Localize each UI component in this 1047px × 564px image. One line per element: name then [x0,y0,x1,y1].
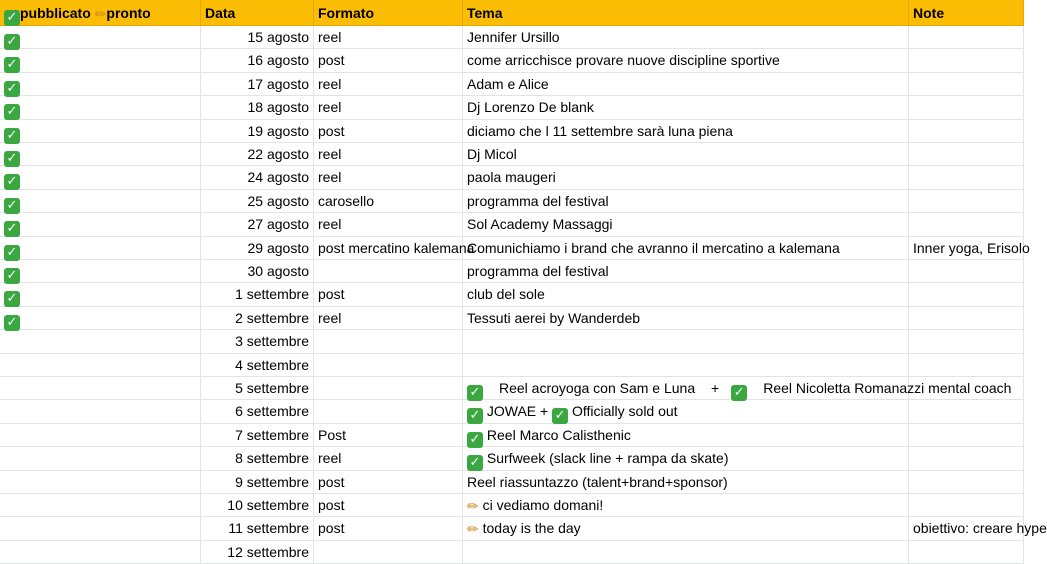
cell-formato[interactable]: post [314,494,463,517]
check-icon: ✓ [467,455,483,471]
cell-data[interactable]: 11 settembre [201,517,314,540]
check-icon: ✓ [467,432,483,448]
cell-note[interactable] [909,494,1024,517]
cell-data[interactable]: 10 settembre [201,494,314,517]
table-row [0,49,1024,72]
table-row [0,424,1024,447]
cell-formato[interactable]: reel [314,73,463,96]
cell-status[interactable] [0,307,201,330]
cell-status[interactable] [0,424,201,447]
cell-status[interactable] [0,354,201,377]
cell-tema[interactable]: programma del festival [463,190,909,213]
cell-tema[interactable] [463,424,909,447]
cell-tema[interactable]: programma del festival [463,260,909,283]
table-row [0,354,1024,377]
cell-formato[interactable]: carosello [314,190,463,213]
cell-data[interactable]: 17 agosto [201,73,314,96]
table-row [0,471,1024,494]
check-icon: ✓ [4,291,20,307]
cell-formato[interactable] [314,377,463,400]
tema-text: Reel Marco Calisthenic [483,426,631,443]
cell-note[interactable] [909,424,1024,447]
cell-note[interactable] [909,541,1024,564]
cell-status[interactable] [0,541,201,564]
cell-tema[interactable] [463,517,909,540]
cell-status[interactable] [0,330,201,353]
cell-status[interactable] [0,73,201,96]
cell-formato[interactable]: reel [314,307,463,330]
cell-data[interactable]: 5 settembre [201,377,314,400]
cell-note[interactable] [909,260,1024,283]
cell-formato[interactable] [314,260,463,283]
cell-formato[interactable] [314,541,463,564]
cell-formato[interactable]: post mercatino kalemana [314,237,463,260]
cell-data[interactable]: 19 agosto [201,120,314,143]
table-row [0,494,1024,517]
cell-tema[interactable]: Jennifer Ursillo [463,26,909,49]
cell-tema[interactable]: Dj Micol [463,143,909,166]
cell-note[interactable] [909,283,1024,306]
cell-status[interactable] [0,283,201,306]
cell-note[interactable] [909,49,1024,72]
check-icon: ✓ [4,10,20,26]
cell-status[interactable] [0,400,201,423]
check-icon: ✓ [4,221,20,237]
table-row [0,517,1047,540]
check-icon: ✓ [4,245,20,261]
cell-formato[interactable]: reel [314,143,463,166]
cell-tema[interactable]: come arricchisce provare nuove discipline sportive [463,49,909,72]
cell-formato[interactable]: reel [314,213,463,236]
cell-tema[interactable]: paola maugeri [463,166,909,189]
cell-data[interactable]: 15 agosto [201,26,314,49]
tema-text: Surfweek (slack line + rampa da skate) [483,450,729,467]
cell-status[interactable] [0,96,201,119]
cell-tema[interactable]: club del sole [463,283,909,306]
tema-text: Reel acroyoga con Sam e Luna [499,380,700,396]
header-cell-data[interactable]: Data [201,0,314,26]
table-row [0,73,1024,96]
cell-tema[interactable]: diciamo che l 11 settembre sarà luna piena [463,120,909,143]
pencil-icon: ✏ [467,522,479,539]
cell-formato[interactable] [314,354,463,377]
check-icon: ✓ [4,315,20,331]
cell-status[interactable] [0,237,201,260]
cell-data[interactable]: 25 agosto [201,190,314,213]
tema-text: today is the day [478,520,581,537]
cell-tema[interactable]: Dj Lorenzo De blank [463,96,909,119]
cell-tema[interactable] [463,354,909,377]
cell-tema[interactable] [463,494,909,517]
cell-note[interactable] [909,143,1024,166]
cell-formato[interactable]: reel [314,166,463,189]
cell-note[interactable]: obiettivo: creare hype [909,517,1024,540]
table-row [0,213,1024,236]
tema-text: JOWAE + [483,403,553,420]
cell-data[interactable]: 6 settembre [201,400,314,423]
cell-note[interactable] [909,96,1024,119]
cell-data[interactable]: 27 agosto [201,213,314,236]
table-row [0,330,1024,353]
header-row [0,0,1024,26]
cell-status[interactable] [0,260,201,283]
cell-status[interactable] [0,143,201,166]
cell-data[interactable]: 16 agosto [201,49,314,72]
cell-note[interactable]: Inner yoga, Erisolo [909,237,1024,260]
cell-status[interactable] [0,471,201,494]
cell-tema[interactable] [463,400,909,423]
cell-status[interactable] [0,26,201,49]
cell-formato[interactable]: reel [314,447,463,470]
table-row [0,283,1024,306]
cell-note[interactable] [909,377,1024,400]
cell-note[interactable] [909,190,1024,213]
check-icon: ✓ [4,34,20,50]
cell-note[interactable] [909,120,1024,143]
check-icon: ✓ [4,57,20,73]
cell-tema[interactable]: Tessuti aerei by Wanderdeb [463,307,909,330]
cell-status[interactable] [0,377,201,400]
cell-tema[interactable] [463,330,909,353]
cell-data[interactable]: 30 agosto [201,260,314,283]
cell-note[interactable] [909,330,1024,353]
pencil-icon: ✏ [94,7,107,23]
header-cell-tema[interactable]: Tema [463,0,909,26]
cell-data[interactable]: 1 settembre [201,283,314,306]
cell-data[interactable]: 9 settembre [201,471,314,494]
cell-formato[interactable]: post [314,120,463,143]
cell-note[interactable] [909,447,1024,470]
tema-text: ci vediamo domani! [478,497,604,513]
cell-status[interactable] [0,190,201,213]
cell-status[interactable] [0,494,201,517]
cell-note[interactable] [909,166,1024,189]
cell-note[interactable] [909,471,1024,494]
cell-note[interactable] [909,354,1024,377]
cell-status[interactable] [0,49,201,72]
cell-tema[interactable]: Adam e Alice [463,73,909,96]
check-icon: ✓ [467,408,483,424]
table-row [0,143,1024,166]
check-icon: ✓ [4,81,20,97]
cell-status[interactable] [0,120,201,143]
table-row [0,26,1024,49]
tema-text: Reel Nicoletta Romanazzi mental coach [763,380,1012,396]
cell-formato[interactable]: post [314,49,463,72]
cell-data[interactable]: 4 settembre [201,354,314,377]
cell-data[interactable]: 8 settembre [201,447,314,470]
cell-tema[interactable]: Sol Academy Massaggi [463,213,909,236]
cell-status[interactable] [0,517,201,540]
check-icon: ✓ [4,128,20,144]
cell-tema[interactable] [463,541,909,564]
check-icon: ✓ [4,198,20,214]
cell-data[interactable]: 7 settembre [201,424,314,447]
cell-status[interactable] [0,213,201,236]
cell-formato[interactable] [314,400,463,423]
table-row [0,307,1024,330]
pencil-icon: ✏ [467,499,479,515]
check-icon: ✓ [4,151,20,167]
cell-note[interactable] [909,213,1024,236]
cell-note[interactable] [909,26,1024,49]
check-icon: ✓ [552,408,568,424]
cell-note[interactable] [909,307,1024,330]
cell-note[interactable] [909,400,1024,423]
cell-tema[interactable] [463,447,909,470]
table-row [0,377,1024,400]
table-row [0,237,1030,260]
cell-data[interactable]: 24 agosto [201,166,314,189]
cell-data[interactable]: 18 agosto [201,96,314,119]
table-row [0,541,1024,564]
header-published-label: pubblicato [20,5,91,21]
header-cell-status[interactable] [0,0,201,26]
cell-formato[interactable]: reel [314,96,463,119]
cell-note[interactable] [909,73,1024,96]
cell-formato[interactable]: post [314,471,463,494]
check-icon: ✓ [467,385,483,401]
table-row [0,96,1024,119]
cell-data[interactable]: 12 settembre [201,541,314,564]
check-icon: ✓ [4,104,20,120]
table-row [0,260,1024,283]
table-row [0,447,1024,470]
cell-formato[interactable]: reel [314,26,463,49]
cell-formato[interactable]: post [314,517,463,540]
cell-tema[interactable] [463,377,1012,400]
cell-data[interactable]: 3 settembre [201,330,314,353]
cell-tema[interactable]: Reel riassuntazzo (talent+brand+sponsor) [463,471,909,494]
cell-formato[interactable]: post [314,283,463,306]
table-row [0,120,1024,143]
cell-formato[interactable]: Post [314,424,463,447]
tema-text: + [711,380,720,396]
header-ready-label: pronto [106,5,151,21]
tema-text: Officially sold out [568,403,678,420]
check-icon: ✓ [731,385,747,401]
header-cell-note[interactable]: Note [909,0,1024,26]
header-cell-formato[interactable]: Formato [314,0,463,26]
check-icon: ✓ [4,268,20,284]
table-row [0,166,1024,189]
cell-data[interactable]: 2 settembre [201,307,314,330]
table-row [0,400,1024,423]
check-icon: ✓ [4,174,20,190]
cell-status[interactable] [0,166,201,189]
cell-data[interactable]: 22 agosto [201,143,314,166]
cell-data[interactable]: 29 agosto [201,237,314,260]
cell-status[interactable] [0,447,201,470]
table-row [0,190,1024,213]
cell-formato[interactable] [314,330,463,353]
cell-tema[interactable]: Comunichiamo i brand che avranno il mercatino a kalemana [463,237,909,260]
